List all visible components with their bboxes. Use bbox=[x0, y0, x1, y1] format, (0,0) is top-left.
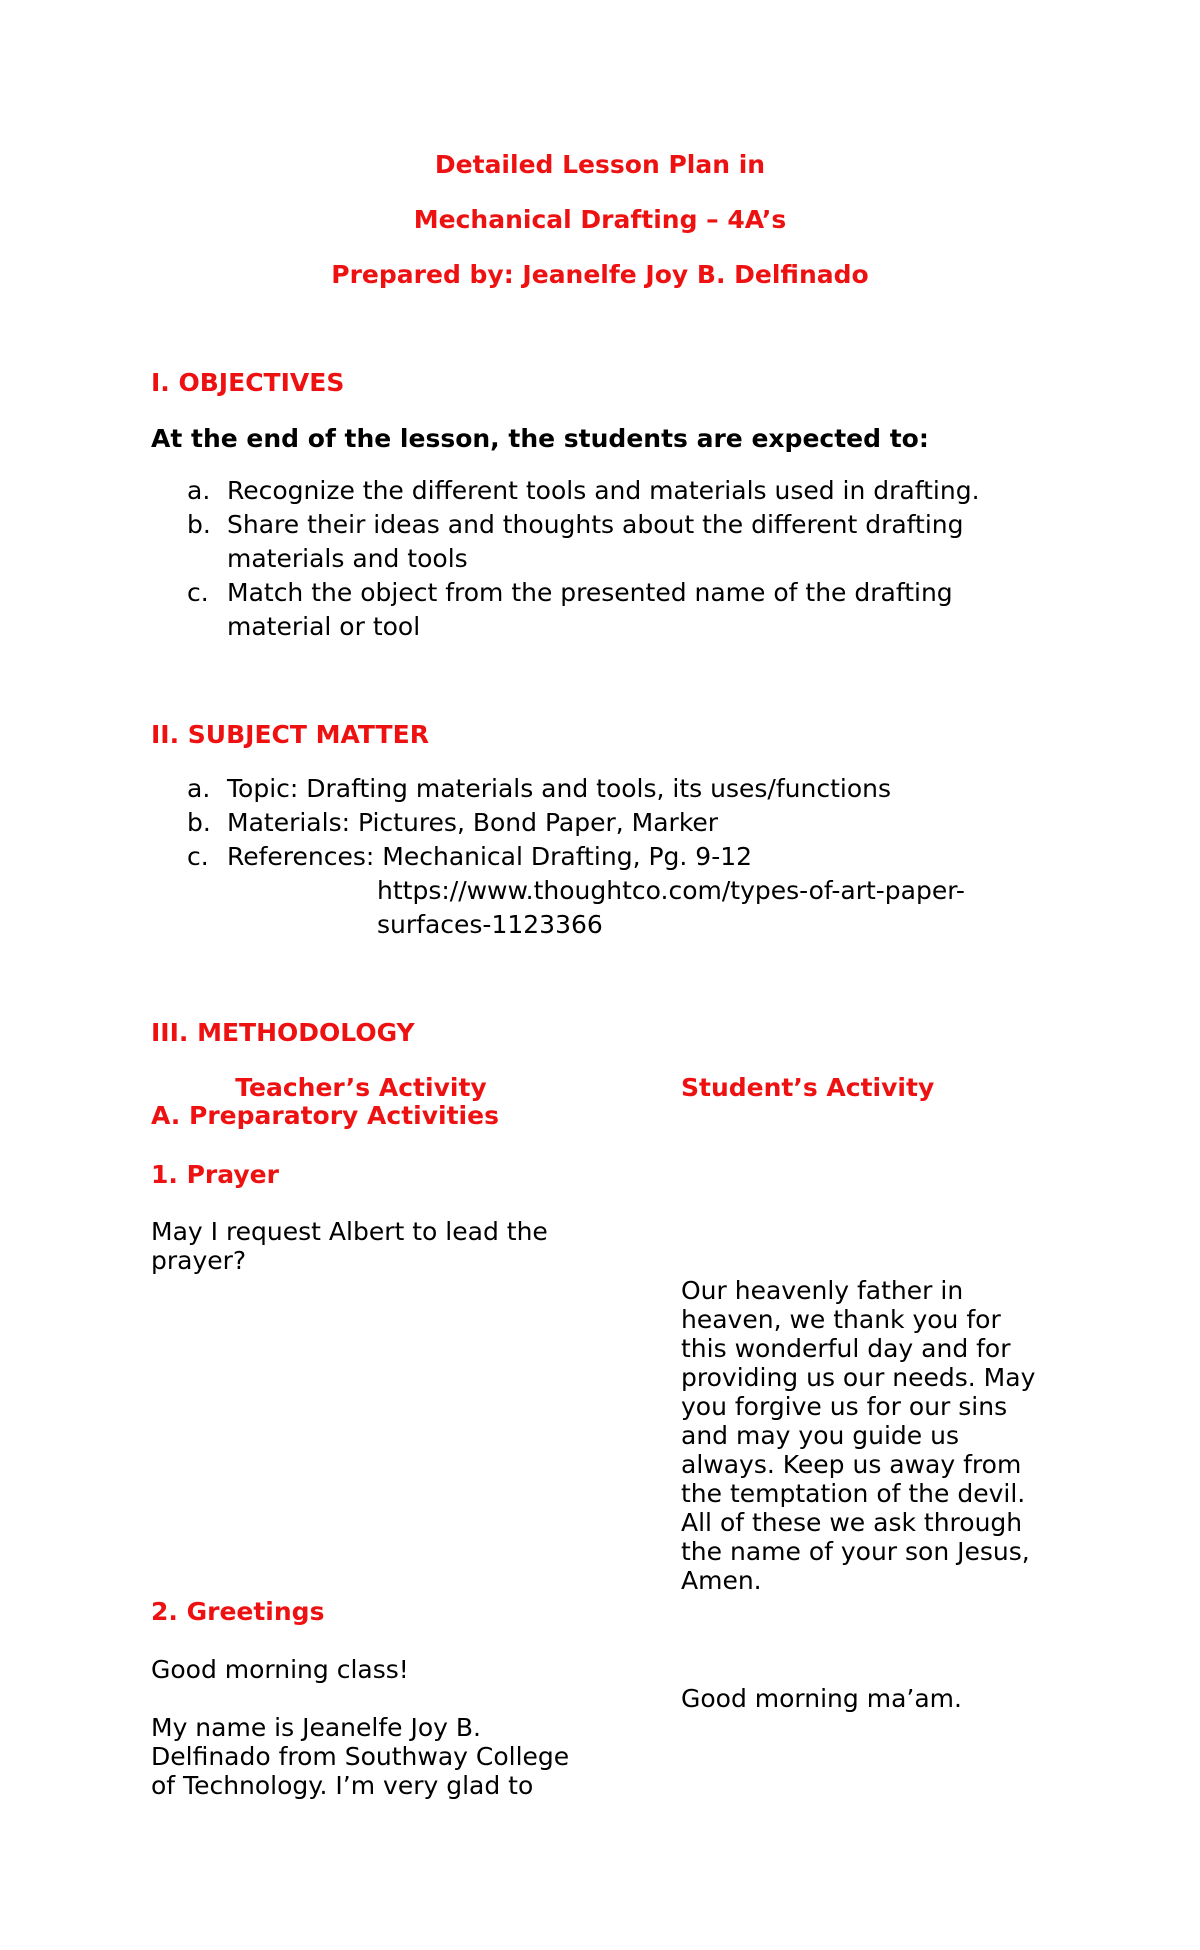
preparatory-activities-heading: A. Preparatory Activities bbox=[151, 1101, 499, 1130]
list-item bbox=[151, 840, 991, 874]
list-marker: b. bbox=[187, 808, 211, 837]
list-text: Topic: Drafting materials and tools, its uses/functions bbox=[227, 774, 891, 803]
list-marker: c. bbox=[187, 842, 209, 871]
document-subtitle: Mechanical Drafting – 4A’s bbox=[413, 205, 787, 234]
list-text: References: Mechanical Drafting, Pg. 9-12 bbox=[227, 842, 753, 871]
objectives-intro: At the end of the lesson, the students are expected to: bbox=[151, 424, 929, 453]
teacher-activity-header: Teacher’s Activity bbox=[235, 1073, 487, 1102]
document-title: Detailed Lesson Plan in bbox=[434, 150, 766, 179]
student-activity-header: Student’s Activity bbox=[681, 1073, 935, 1102]
list-marker: c. bbox=[187, 578, 209, 607]
prepared-by: Prepared by: Jeanelfe Joy B. Delfinado bbox=[331, 260, 869, 289]
subject-matter-list bbox=[151, 772, 991, 874]
list-marker: a. bbox=[187, 774, 211, 803]
list-text: Share their ideas and thoughts about the different drafting materials and tools bbox=[227, 510, 964, 573]
list-marker: b. bbox=[187, 510, 211, 539]
objectives-heading: I. OBJECTIVES bbox=[151, 368, 345, 397]
greetings-heading: 2. Greetings bbox=[151, 1597, 325, 1626]
list-text: Match the object from the presented name of the drafting material or tool bbox=[227, 578, 953, 641]
list-item bbox=[151, 772, 991, 806]
reference-url-line1[interactable]: https://www.thoughtco.com/types-of-art-paper- bbox=[377, 876, 965, 905]
list-marker: a. bbox=[187, 476, 211, 505]
methodology-heading: III. METHODOLOGY bbox=[151, 1018, 415, 1047]
greetings-teacher-text: Good morning class! bbox=[151, 1655, 409, 1684]
teacher-introduction-text: My name is Jeanelfe Joy B. Delfinado from Southway College of Technology. I’m very glad to bbox=[151, 1713, 570, 1800]
list-text: Materials: Pictures, Bond Paper, Marker bbox=[227, 808, 719, 837]
reference-url-line2[interactable]: surfaces-1123366 bbox=[377, 910, 603, 939]
list-item bbox=[151, 508, 987, 576]
greetings-student-text: Good morning ma’am. bbox=[681, 1684, 962, 1713]
subject-matter-heading: II. SUBJECT MATTER bbox=[151, 720, 429, 749]
prayer-student-text: Our heavenly father in heaven, we thank you for this wonderful day and for providing us our needs. May you forgive us for our sins and may you guide us always. Keep us away from the temptation of the devil. All of these we ask through the name of your son Jesus, Amen. bbox=[681, 1276, 1036, 1595]
list-item bbox=[151, 806, 991, 840]
prayer-heading: 1. Prayer bbox=[151, 1160, 279, 1189]
list-item bbox=[151, 576, 987, 644]
objectives-list bbox=[151, 474, 991, 644]
list-text: Recognize the different tools and materials used in drafting. bbox=[227, 476, 980, 505]
prayer-teacher-text: May I request Albert to lead the prayer? bbox=[151, 1217, 548, 1275]
list-item bbox=[151, 474, 991, 508]
